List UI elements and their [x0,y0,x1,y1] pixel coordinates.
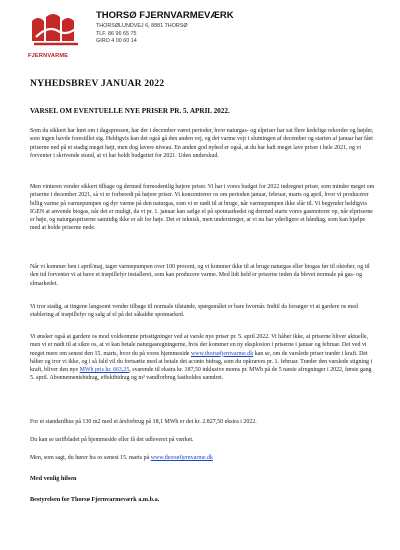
fjernvarme-logo-icon [28,11,84,51]
page-title: NYHEDSBREV JANUAR 2022 [30,78,165,89]
company-name: THORSØ FJERNVARMEVÆRK [96,10,234,21]
paragraph-4: Vi tror stadig, at tingene langsomt vender tilbage til normale tilstande, spørgsmålet er bare hvornår. Indtil da forsøger vi at gardere os med etablering af træpillefyr og salg af el på det såkaldte spotmarked. [30,304,358,319]
paragraph-1: Som du sikkert har hørt om i dagspressen, har der i december været perioder, hvor naturgas- og elpriser har sat flere kedelige rekorder og højder, som ingen havde forestillet sig. Heldigvis kan det også gå den anden vej, og det varme vejr i slutningen af december og starten af januar har fået priserne ned på et stadig meget højt, men dog lavere niveau. En anden god nyhed er også, at du har haft meget lave priser i hele 2021, og vi forventer i skrivende stund, at vi har holdt budgettet for 2021. Uden underskud. [30,128,374,159]
website-link-footer[interactable]: www.thorsøfjernvarme.dk [150,455,213,461]
paragraph-8-part-a: Men, som sagt, du hører fra os senest 15. marts på [30,455,151,461]
paragraph-6: For et standardhus på 130 m2 med et årsforbrug på 18,1 MWh er det kr. 2.827,50 ekstra i 2022. [30,419,257,425]
mwh-price-highlight: MWh pris kr. 663,25 [79,367,130,374]
letterhead [28,8,278,70]
paragraph-5-part-b: kan se, om de varslede priser træder i kraft. Det håber og tror vi ikke, og i så fald vil du fortsætte med at betale det aconto bidrag, som du opkræves pr. 1. februar. Træder den varslede stigning i kraft, bliver den nye [30,350,373,374]
website-link[interactable]: www.thorsøfjernvarme.dk [190,350,254,357]
logo-text: FJERNVARME [28,53,69,59]
company-giro: GIRO 4 00 60 14 [96,38,137,44]
paragraph-2: Men vinteren vender sikkert tilbage og dermed formodentlig højere priser. Vi har i vores budget for 2022 indregnet priser, som minder meget om priserne i december 2021, så vi er forberedt på højere priser. Vi koncentrerer os om perioden januar, februar, marts og april, hvor vi producerer billig varme på varmepumpen og dyr varme på den naturgas, som vi er nødt til at bruge, når varmepumpen ikke slår til. Vi begynder heldigvis IGEN at anvende biogas, når det er muligt, da vi pr. 1. januar kan sælge el på spotmarkedet og dermed starte vores gasmotorer op, når elpriserne er høje, og naturgaspriserne samtidig ikke er alt for høje. Det er teknisk, men understreger, at vi nu har yderligere et håndtag, som kan hjælpe med at holde priserne nede. [30,184,375,232]
paragraph-5-part-a: Vi ønsker også at gardere os mod voldsomme prisstigninger ved at varsle nye priser pr. 5. april 2022. Vi håber ikke, at priserne bliver aktuelle, men vi er nødt til at sikre os, at vi kan betale naturgasregningerne, hvis der kommer en ny eksplosion i priserne i januar og februar. Det ved vi meget mere om senest den 15. marts, hvor du på vores hjemmeside [30,334,369,357]
company-address: THORSØLUNDVEJ 6, 8881 THORSØ [96,23,188,29]
signoff: Med venlig hilsen [30,475,77,482]
signature: Bestyrelsen for Thorsø Fjernvarmeværk a.m.b.a. [30,496,160,503]
paragraph-5-part-c: , svarende til ekstra kr. 187,50 inklusive moms pr. MWh på de 5 næste afregninger i 2022, første gang 5. april. Abonnementsbidrag, effektbidrag og m³ vandforbrug fastholdes uændret. [30,367,372,382]
paragraph-8 [30,454,375,462]
company-phone: TLF. 86 96 65 75 [96,31,137,37]
paragraph-5 [30,333,375,383]
paragraph-7: Du kan se tarifbladet på hjemmeside eller få det udleveret på værket. [30,437,194,443]
paragraph-3: Når vi kommer hen i april/maj, tager varmepumpen over 100 procent, og vi kommer ikke til at bruge naturgas eller biogas før til oktober, og til den tid forventer vi at have et træpillefyr installeret, som kan producere varme. Med lidt held er priserne inden da blevet normale på gas- og elmarkedet. [30,264,370,287]
section-heading: VARSEL OM EVENTUELLE NYE PRISER PR. 5. APRIL 2022. [30,107,230,115]
